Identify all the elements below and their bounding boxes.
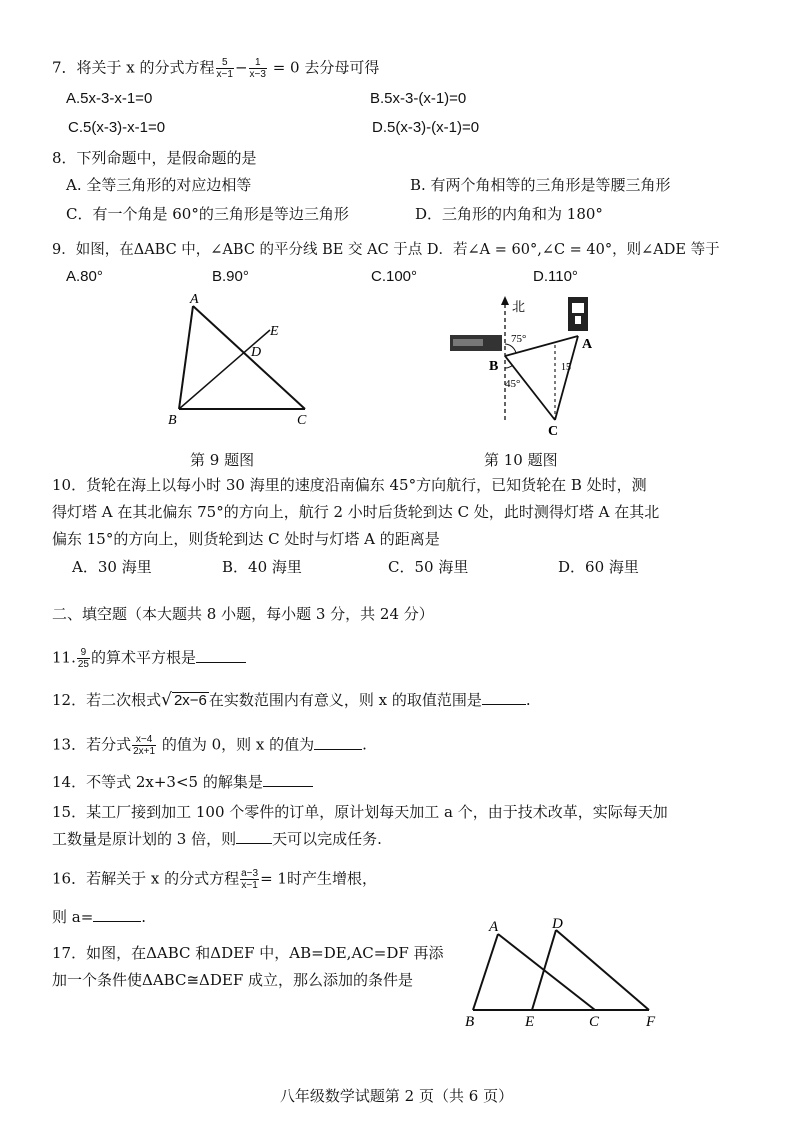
fig9-label-c: C bbox=[297, 413, 307, 428]
figure-9-caption: 第 9 题图 bbox=[190, 451, 255, 469]
q8-option-d: D．三角形的内角和为 180° bbox=[415, 205, 603, 223]
fig10-angle-75: 75° bbox=[511, 333, 527, 345]
fig10-angle-45: 45° bbox=[505, 378, 521, 390]
q7-option-c: C.5(x-3)-x-1=0 bbox=[68, 119, 166, 136]
q12-radicand: 2x−6 bbox=[173, 692, 207, 709]
q13-fraction: $\frac{x-4}{2x+1}$ bbox=[133, 734, 156, 757]
fig17-label-e: E bbox=[525, 1014, 535, 1030]
figure-10-caption: 第 10 题图 bbox=[484, 451, 558, 469]
fig17-label-f: F bbox=[646, 1014, 656, 1030]
q7-stem bbox=[52, 57, 379, 80]
sqrt-icon: √ bbox=[161, 690, 172, 710]
q7-option-d: D.5(x-3)-(x-1)=0 bbox=[372, 119, 480, 136]
q7-option-b: B.5x-3-(x-1)=0 bbox=[370, 90, 467, 107]
q13-prefix: 13．若分式 bbox=[52, 735, 132, 754]
q13-text: 的值为 0，则 x 的值为 bbox=[157, 735, 315, 754]
fig10-label-c: C bbox=[548, 424, 559, 439]
q13 bbox=[52, 734, 367, 757]
q10-option-b: B．40 海里 bbox=[222, 558, 302, 576]
q7-minus: − bbox=[234, 58, 248, 77]
fig17-label-c: C bbox=[589, 1014, 600, 1030]
q10-line-2: 得灯塔 A 在其北偏东 75°的方向上，航行 2 小时后货轮到达 C 处，此时测得灯塔 A 在其北 bbox=[52, 503, 660, 521]
q16-line-2 bbox=[52, 907, 146, 927]
q7-option-a: A.5x-3-x-1=0 bbox=[66, 90, 153, 107]
q8-option-b: B. 有两个角相等的三角形是等腰三角形 bbox=[410, 176, 671, 194]
fig10-label-b: B bbox=[489, 359, 499, 374]
q10-option-c: C．50 海里 bbox=[388, 558, 469, 576]
q16-prefix: 16．若解关于 x 的分式方程 bbox=[52, 869, 240, 888]
figure-9-triangle bbox=[160, 288, 320, 438]
q17-line-1: 17．如图，在ΔABC 和ΔDEF 中，AB=DE,AC=DF 再添 bbox=[52, 944, 444, 962]
q7-prefix: 7．将关于 x 的分式方程 bbox=[52, 58, 215, 77]
q7-fraction-2: $\frac{1}{x-3}$ bbox=[249, 57, 266, 80]
q15-answer-blank[interactable] bbox=[236, 829, 272, 844]
q7-suffix: = 0 去分母可得 bbox=[272, 58, 380, 77]
q14-answer-blank[interactable] bbox=[263, 772, 313, 787]
q16 bbox=[52, 868, 377, 891]
q16-text: = 1时产生增根， bbox=[260, 869, 377, 888]
fig10-label-a: A bbox=[582, 337, 593, 352]
q9-option-c: C.100° bbox=[371, 268, 418, 285]
q13-end: . bbox=[362, 735, 367, 754]
q17-line-2: 加一个条件使ΔABC≅ΔDEF 成立，那么添加的条件是 bbox=[52, 971, 413, 989]
section-2-title: 二、填空题（本大题共 8 小题，每小题 3 分，共 24 分） bbox=[52, 605, 434, 623]
q11-number: 11. bbox=[52, 648, 76, 667]
q9-stem: 9．如图，在ΔABC 中，∠ABC 的平分线 BE 交 AC 于点 D．若∠A = 60°,∠C = 40°，则∠ADE 等于 bbox=[52, 242, 720, 258]
q13-answer-blank[interactable] bbox=[314, 735, 362, 750]
q11-text: 的算术平方根是 bbox=[90, 648, 196, 667]
fig9-label-e: E bbox=[270, 324, 279, 339]
q12 bbox=[52, 690, 531, 710]
q14-text: 14．不等式 2x+3<5 的解集是 bbox=[52, 773, 263, 791]
fig9-label-a: A bbox=[190, 292, 199, 307]
fig10-angle-15: 15 bbox=[561, 362, 571, 373]
q16-fraction: $\frac{a-3}{x-1}$ bbox=[241, 868, 259, 891]
figure-10-navigation bbox=[445, 290, 605, 440]
q8-stem: 8．下列命题中，是假命题的是 bbox=[52, 149, 257, 167]
fig9-label-b: B bbox=[168, 413, 177, 428]
q9-option-b: B.90° bbox=[212, 268, 249, 285]
q10-line-3: 偏东 15°的方向上，则货轮到达 C 处时与灯塔 A 的距离是 bbox=[52, 530, 440, 548]
q12-text: 在实数范围内有意义，则 x 的取值范围是 bbox=[208, 691, 482, 709]
q12-answer-blank[interactable] bbox=[482, 690, 526, 705]
q10-line-1: 10．货轮在海上以每小时 30 海里的速度沿南偏东 45°方向航行，已知货轮在 B 处时，测 bbox=[52, 476, 647, 494]
q10-option-d: D．60 海里 bbox=[558, 558, 639, 576]
q11-fraction: $\frac{9}{25}$ bbox=[77, 647, 89, 670]
q8-option-c: C．有一个角是 60°的三角形是等边三角形 bbox=[66, 205, 349, 223]
q14 bbox=[52, 772, 313, 792]
q12-prefix: 12．若二次根式 bbox=[52, 691, 162, 709]
q16-line-2-text: 则 a= bbox=[52, 908, 94, 926]
q8-option-a: A. 全等三角形的对应边相等 bbox=[66, 176, 252, 194]
fig17-label-a: A bbox=[489, 919, 499, 935]
fig17-label-d: D bbox=[552, 916, 563, 932]
q11 bbox=[52, 647, 246, 670]
q12-end: . bbox=[525, 691, 531, 709]
fig9-label-d: D bbox=[251, 345, 262, 360]
q9-option-a: A.80° bbox=[66, 268, 103, 285]
fig10-north-label: 北 bbox=[512, 300, 526, 315]
q11-answer-blank[interactable] bbox=[196, 648, 246, 663]
figure-17-triangles bbox=[455, 912, 670, 1032]
q10-option-a: A．30 海里 bbox=[72, 558, 152, 576]
q16-answer-blank[interactable] bbox=[93, 907, 141, 922]
page-footer: 八年级数学试题第 2 页（共 6 页） bbox=[279, 1087, 514, 1105]
fig17-label-b: B bbox=[465, 1014, 475, 1030]
q9-option-d: D.110° bbox=[533, 268, 578, 285]
q16-end: . bbox=[141, 908, 147, 926]
q15-line-2 bbox=[52, 829, 382, 849]
q7-fraction-1: $\frac{5}{x-1}$ bbox=[216, 57, 233, 80]
q15-line-2b: 天可以完成任务. bbox=[272, 830, 382, 848]
q15-line-1: 15．某工厂接到加工 100 个零件的订单，原计划每天加工 a 个，由于技术改革，实际每天加 bbox=[52, 803, 668, 821]
q15-line-2a: 工数量是原计划的 3 倍，则 bbox=[52, 830, 237, 848]
